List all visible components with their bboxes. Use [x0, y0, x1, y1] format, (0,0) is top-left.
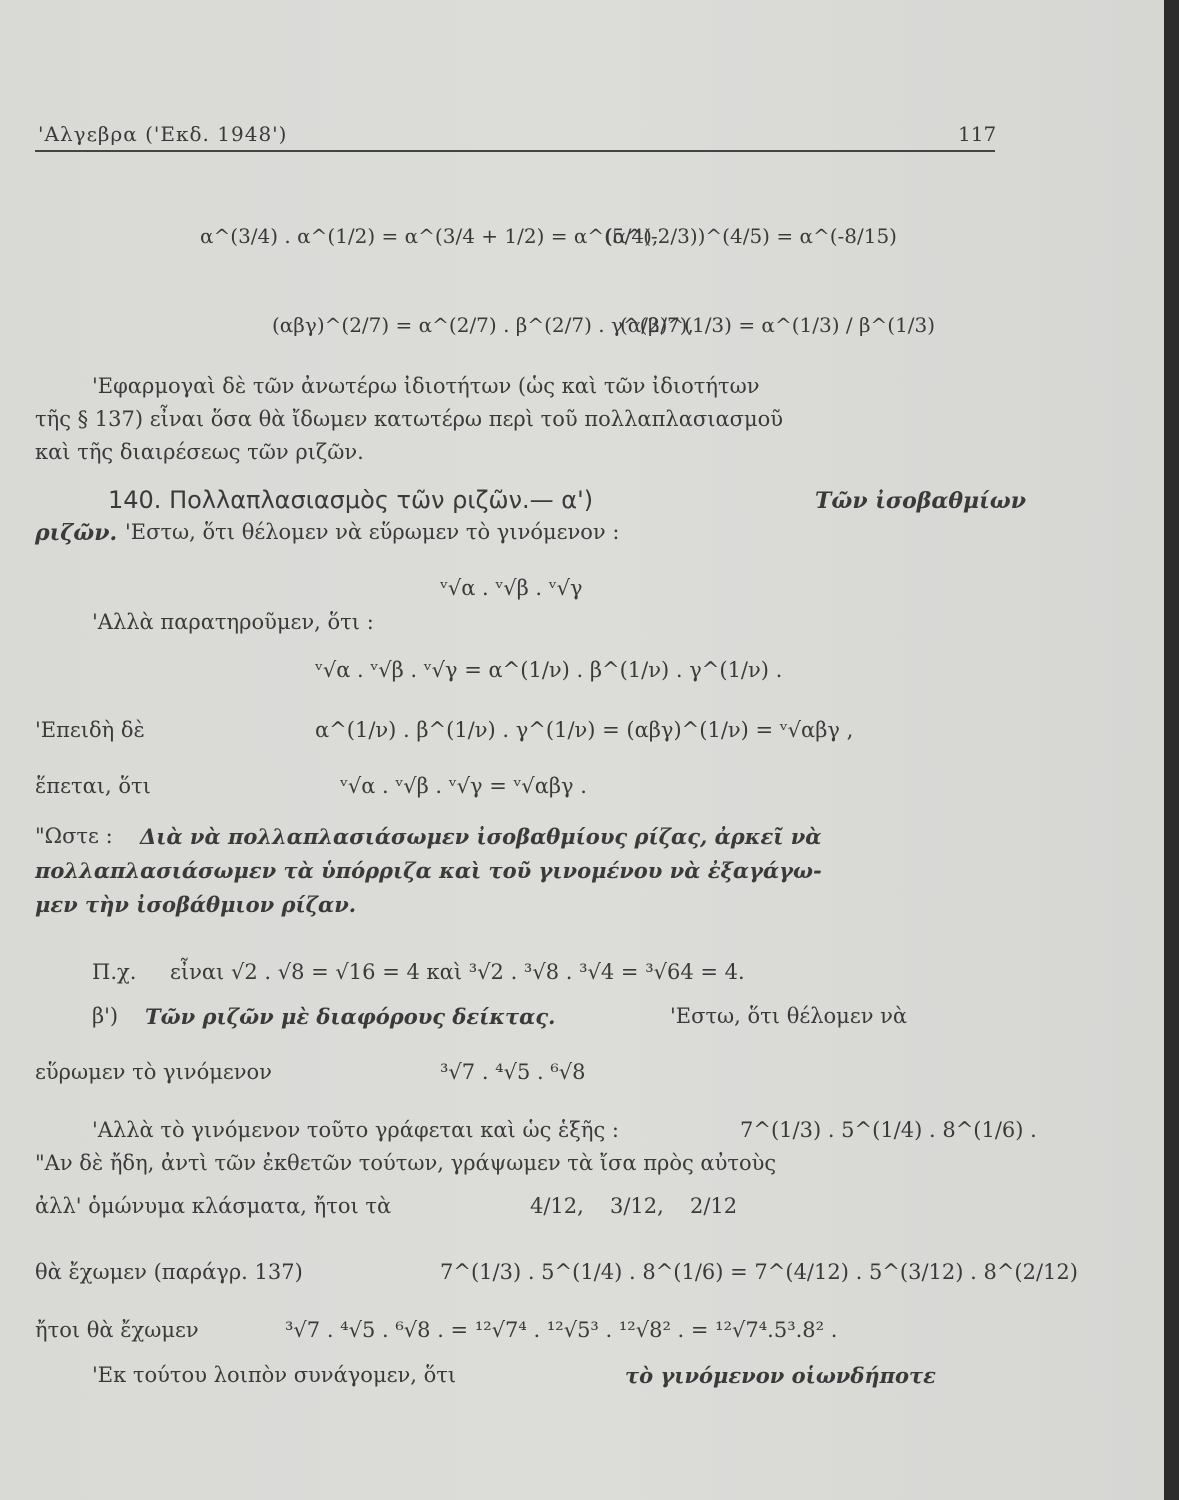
section-140-subtitle-b: ριζῶν. [35, 520, 118, 546]
fraction-3: 2/12 [690, 1194, 738, 1218]
section-140-intro: 'Εστω, ὅτι θέλομεν νὰ εὕρωμεν τὸ γινόμενον : [125, 520, 620, 544]
section-b-line7-expr: ³√7 . ⁴√5 . ⁶√8 . = ¹²√7⁴ . ¹²√5³ . ¹²√8² . = ¹²√7⁴.5³.8² . [285, 1318, 838, 1342]
math-product2: ᵛ√α . ᵛ√β . ᵛ√γ = α^(1/ν) . β^(1/ν) . γ^(1/ν) . [315, 658, 783, 682]
section-b-text: 'Εστω, ὅτι θέλομεν νὰ [670, 1004, 908, 1028]
page-number: 117 [958, 122, 997, 146]
section-b-line2-label: εὕρωμεν τὸ γινόμενον [35, 1060, 272, 1084]
example-label: Π.χ. [92, 960, 137, 984]
section-b-line6-label: θὰ ἔχωμεν (παράγρ. 137) [35, 1260, 303, 1284]
math-follows-expr: ᵛ√α . ᵛ√β . ᵛ√γ = ᵛ√αβγ . [340, 774, 587, 798]
para1-line1: 'Εφαρμογαὶ δὲ τῶν ἀνωτέρω ἰδιοτήτων (ὡς καὶ τῶν ἰδιοτήτων [92, 374, 760, 398]
page-edge-shadow [1164, 0, 1179, 1500]
section-b-line6-expr: 7^(1/3) . 5^(1/4) . 8^(1/6) = 7^(4/12) . 5^(3/12) . 8^(2/12) [440, 1260, 1078, 1284]
formula-eq1-left: α^(3/4) . α^(1/2) = α^(3/4 + 1/2) = α^(5/4), [200, 224, 659, 248]
rule-line1: Διὰ νὰ πολλαπλασιάσωμεν ἰσοβαθμίους ρίζας, ἀρκεῖ νὰ [140, 824, 822, 849]
formula-eq1-right: (α^(-2/3))^(4/5) = α^(-8/15) [605, 224, 897, 248]
rule-line2: πολλαπλασιάσωμεν τὰ ὑπόρριζα καὶ τοῦ γινομένου νὰ ἐξαγάγω- [35, 858, 822, 883]
math-follows-label: ἕπεται, ὅτι [35, 774, 151, 798]
section-b-title: Τῶν ριζῶν μὲ διαφόρους δείκτας. [145, 1004, 556, 1029]
rule-line3: μεν τὴν ἰσοβάθμιον ρίζαν. [35, 892, 357, 917]
math-since-expr: α^(1/ν) . β^(1/ν) . γ^(1/ν) = (αβγ)^(1/ν) = ᵛ√αβγ , [315, 718, 854, 742]
math-since-label: 'Επειδὴ δὲ [35, 718, 145, 742]
rule-lead: "Ωστε : [35, 824, 113, 848]
section-140-subtitle-a: Τῶν ἰσοβαθμίων [815, 488, 1026, 514]
formula-eq2-right: (α/β)^(1/3) = α^(1/3) / β^(1/3) [620, 313, 936, 337]
example-text: εἶναι √2 . √8 = √16 = 4 καὶ ³√2 . ³√8 . ³√4 = ³√64 = 4. [170, 960, 745, 984]
section-b-line7-label: ἤτοι θὰ ἔχωμεν [35, 1318, 199, 1342]
formula-eq2-left: (αβγ)^(2/7) = α^(2/7) . β^(2/7) . γ^(2/7), [272, 313, 694, 337]
section-b-line3: 'Αλλὰ τὸ γινόμενον τοῦτο γράφεται καὶ ὡς ἑξῆς : [92, 1118, 619, 1142]
para1-line3: καὶ τῆς διαιρέσεως τῶν ριζῶν. [35, 440, 364, 464]
section-b-line3-expr: 7^(1/3) . 5^(1/4) . 8^(1/6) . [740, 1118, 1037, 1142]
math-product1: ᵛ√α . ᵛ√β . ᵛ√γ [440, 576, 583, 600]
section-b-line4: "Αν δὲ ἤδη, ἀντὶ τῶν ἐκθετῶν τούτων, γράψωμεν τὰ ἴσα πρὸς αὐτοὺς [35, 1151, 777, 1175]
fraction-2: 3/12, [610, 1194, 664, 1218]
fraction-1: 4/12, [530, 1194, 584, 1218]
section-140-title: 140. Πολλαπλασιασμὸς τῶν ριζῶν.— α') [108, 486, 594, 514]
section-b-line8: 'Εκ τούτου λοιπὸν συνάγομεν, ὅτι [92, 1363, 457, 1387]
para1-line2: τῆς § 137) εἶναι ὅσα θὰ ἴδωμεν κατωτέρω περὶ τοῦ πολλαπλασιασμοῦ [35, 407, 784, 431]
header-rule [35, 150, 995, 152]
section-b-line8-bold: τὸ γινόμενον οἱωνδήποτε [625, 1363, 936, 1388]
section-b-line5: ἀλλ' ὁμώνυμα κλάσματα, ἤτοι τὰ [35, 1194, 392, 1218]
running-title: 'Αλγεβρα ('Εκδ. 1948') [38, 122, 288, 146]
section-b-label: β') [92, 1004, 119, 1028]
section-b-line2-expr: ³√7 . ⁴√5 . ⁶√8 [440, 1060, 586, 1084]
math-observe: 'Αλλὰ παρατηροῦμεν, ὅτι : [92, 610, 374, 634]
